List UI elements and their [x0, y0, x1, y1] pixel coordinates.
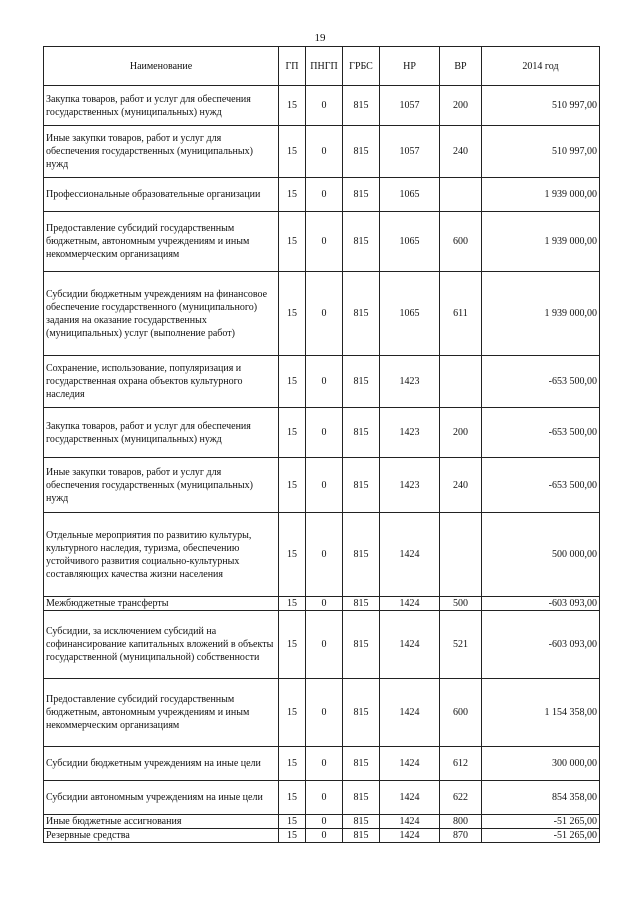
cell-name: Межбюджетные трансферты: [44, 597, 279, 611]
table-row: [44, 611, 600, 679]
cell-vr: [440, 178, 482, 212]
cell-grbs: 815: [343, 597, 380, 611]
cell-grbs: 815: [343, 513, 380, 597]
cell-amount: 500 000,00: [482, 513, 600, 597]
cell-gp: 15: [279, 458, 306, 513]
cell-name: Предоставление субсидий государственным бюджетным, автономным учреждениям и иным некоммерческим организациям: [44, 679, 279, 747]
cell-vr: [440, 513, 482, 597]
cell-gp: 15: [279, 356, 306, 408]
cell-name: Субсидии автономным учреждениям на иные цели: [44, 781, 279, 815]
cell-grbs: 815: [343, 212, 380, 272]
cell-gp: 15: [279, 815, 306, 829]
cell-vr: 611: [440, 272, 482, 356]
cell-amount: 510 997,00: [482, 126, 600, 178]
cell-grbs: 815: [343, 272, 380, 356]
cell-nr: 1424: [380, 611, 440, 679]
cell-gp: 15: [279, 212, 306, 272]
cell-nr: 1424: [380, 781, 440, 815]
cell-grbs: 815: [343, 178, 380, 212]
cell-amount: -603 093,00: [482, 597, 600, 611]
cell-gp: 15: [279, 86, 306, 126]
cell-vr: 500: [440, 597, 482, 611]
cell-name: Иные закупки товаров, работ и услуг для обеспечения государственных (муниципальных) нужд: [44, 126, 279, 178]
table-row: [44, 747, 600, 781]
cell-amount: -51 265,00: [482, 829, 600, 843]
cell-nr: 1424: [380, 597, 440, 611]
cell-grbs: 815: [343, 829, 380, 843]
cell-grbs: 815: [343, 815, 380, 829]
table-row: [44, 513, 600, 597]
cell-gp: 15: [279, 126, 306, 178]
cell-vr: 240: [440, 458, 482, 513]
cell-nr: 1057: [380, 126, 440, 178]
cell-name: Иные бюджетные ассигнования: [44, 815, 279, 829]
table-row: [44, 212, 600, 272]
cell-amount: 300 000,00: [482, 747, 600, 781]
cell-grbs: 815: [343, 86, 380, 126]
cell-gp: 15: [279, 408, 306, 458]
table-row: [44, 829, 600, 843]
cell-nr: 1423: [380, 408, 440, 458]
cell-gp: 15: [279, 597, 306, 611]
page-number: 19: [314, 32, 326, 44]
table-row: [44, 272, 600, 356]
cell-ppgp: 0: [306, 679, 343, 747]
cell-gp: 15: [279, 178, 306, 212]
cell-name: Сохранение, использование, популяризация и государственная охрана объектов культурного наследия: [44, 356, 279, 408]
cell-name: Предоставление субсидий государственным бюджетным, автономным учреждениям и иным некоммерческим организациям: [44, 212, 279, 272]
cell-vr: 521: [440, 611, 482, 679]
header-gp: ГП: [279, 47, 306, 86]
cell-amount: -603 093,00: [482, 611, 600, 679]
cell-gp: 15: [279, 611, 306, 679]
cell-vr: 870: [440, 829, 482, 843]
cell-nr: 1424: [380, 679, 440, 747]
cell-grbs: 815: [343, 356, 380, 408]
cell-ppgp: 0: [306, 597, 343, 611]
cell-ppgp: 0: [306, 829, 343, 843]
cell-name: Закупка товаров, работ и услуг для обеспечения государственных (муниципальных) нужд: [44, 408, 279, 458]
table-row: [44, 408, 600, 458]
cell-amount: 510 997,00: [482, 86, 600, 126]
cell-grbs: 815: [343, 458, 380, 513]
table-row: [44, 679, 600, 747]
cell-gp: 15: [279, 829, 306, 843]
header-vr: ВР: [440, 47, 482, 86]
cell-vr: 600: [440, 212, 482, 272]
cell-grbs: 815: [343, 747, 380, 781]
cell-name: Закупка товаров, работ и услуг для обеспечения государственных (муниципальных) нужд: [44, 86, 279, 126]
cell-ppgp: 0: [306, 86, 343, 126]
cell-name: Резервные средства: [44, 829, 279, 843]
cell-ppgp: 0: [306, 781, 343, 815]
table-row: [44, 597, 600, 611]
cell-amount: -653 500,00: [482, 356, 600, 408]
cell-ppgp: 0: [306, 747, 343, 781]
cell-vr: 200: [440, 408, 482, 458]
cell-grbs: 815: [343, 408, 380, 458]
cell-ppgp: 0: [306, 126, 343, 178]
header-year: 2014 год: [482, 47, 600, 86]
cell-nr: 1424: [380, 829, 440, 843]
table-row: [44, 86, 600, 126]
cell-vr: 622: [440, 781, 482, 815]
cell-amount: 1 939 000,00: [482, 178, 600, 212]
cell-ppgp: 0: [306, 408, 343, 458]
cell-ppgp: 0: [306, 272, 343, 356]
table-row: [44, 781, 600, 815]
cell-vr: 600: [440, 679, 482, 747]
table-row: [44, 126, 600, 178]
cell-vr: 200: [440, 86, 482, 126]
cell-nr: 1423: [380, 356, 440, 408]
cell-nr: 1424: [380, 815, 440, 829]
cell-name: Субсидии бюджетным учреждениям на иные цели: [44, 747, 279, 781]
cell-name: Отдельные мероприятия по развитию культуры, культурного наследия, туризма, обеспечению устойчивого развития социально-культурных составляющих качества жизни населения: [44, 513, 279, 597]
cell-nr: 1057: [380, 86, 440, 126]
cell-gp: 15: [279, 747, 306, 781]
header-nr: НР: [380, 47, 440, 86]
cell-amount: 1 939 000,00: [482, 272, 600, 356]
cell-name: Субсидии бюджетным учреждениям на финансовое обеспечение государственного (муниципального) задания на оказание государственных (муниципальных) услуг (выполнение работ): [44, 272, 279, 356]
cell-amount: -653 500,00: [482, 458, 600, 513]
cell-nr: 1065: [380, 212, 440, 272]
cell-amount: -653 500,00: [482, 408, 600, 458]
header-grbs: ГРБС: [343, 47, 380, 86]
header-name: Наименование: [44, 47, 279, 86]
table-row: [44, 458, 600, 513]
cell-amount: 854 358,00: [482, 781, 600, 815]
cell-ppgp: 0: [306, 815, 343, 829]
cell-name: Профессиональные образовательные организации: [44, 178, 279, 212]
cell-gp: 15: [279, 679, 306, 747]
cell-nr: 1065: [380, 272, 440, 356]
cell-vr: [440, 356, 482, 408]
cell-vr: 800: [440, 815, 482, 829]
cell-gp: 15: [279, 781, 306, 815]
table-row: [44, 815, 600, 829]
cell-gp: 15: [279, 272, 306, 356]
cell-ppgp: 0: [306, 356, 343, 408]
cell-name: Субсидии, за исключением субсидий на софинансирование капитальных вложений в объекты государственной (муниципальной) собственности: [44, 611, 279, 679]
cell-ppgp: 0: [306, 611, 343, 679]
cell-amount: 1 154 358,00: [482, 679, 600, 747]
cell-nr: 1424: [380, 747, 440, 781]
table-row: [44, 178, 600, 212]
cell-gp: 15: [279, 513, 306, 597]
cell-amount: -51 265,00: [482, 815, 600, 829]
cell-nr: 1065: [380, 178, 440, 212]
header-row: [44, 47, 600, 86]
cell-ppgp: 0: [306, 178, 343, 212]
cell-vr: 240: [440, 126, 482, 178]
cell-ppgp: 0: [306, 212, 343, 272]
cell-vr: 612: [440, 747, 482, 781]
cell-name: Иные закупки товаров, работ и услуг для обеспечения государственных (муниципальных) нужд: [44, 458, 279, 513]
table-row: [44, 356, 600, 408]
cell-grbs: 815: [343, 126, 380, 178]
header-ppgp: ПНГП: [306, 47, 343, 86]
cell-nr: 1424: [380, 513, 440, 597]
cell-grbs: 815: [343, 781, 380, 815]
cell-nr: 1423: [380, 458, 440, 513]
budget-table: [43, 46, 600, 843]
cell-grbs: 815: [343, 679, 380, 747]
cell-ppgp: 0: [306, 513, 343, 597]
cell-amount: 1 939 000,00: [482, 212, 600, 272]
cell-grbs: 815: [343, 611, 380, 679]
cell-ppgp: 0: [306, 458, 343, 513]
